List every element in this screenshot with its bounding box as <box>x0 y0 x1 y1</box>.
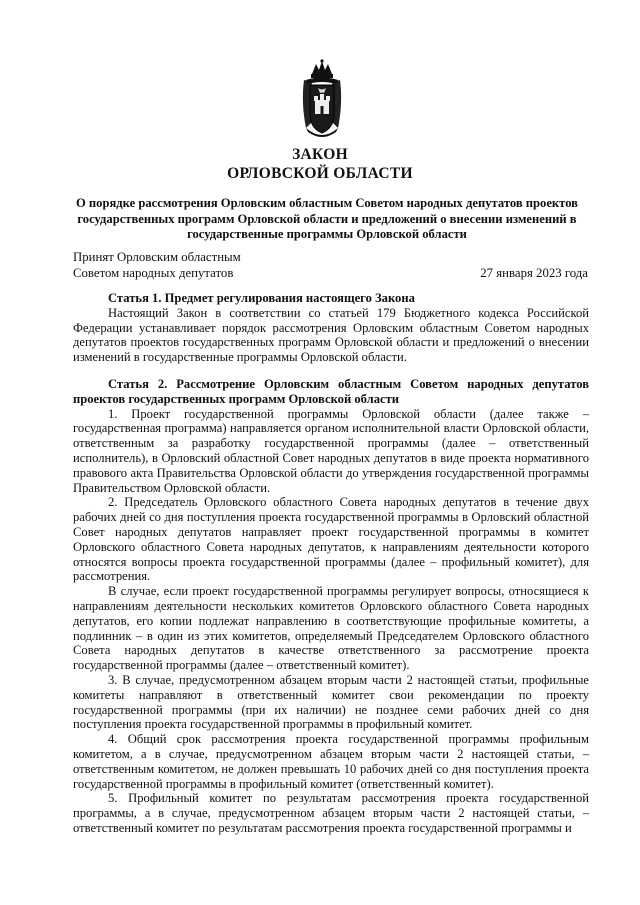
article-2-paragraph-1: 1. Проект государственной программы Орловской области (далее также – государственная программа) направляется органом исполнительной власти Орловской области, ответственным за разработку государственной программы (далее – ответственный исполнитель), в Орловский областной Совет народных депутатов в виде проекта нормативного правового акта Правительства Орловской области до утверждения государственной программы Правительством Орловской области. <box>73 406 589 495</box>
article-2-paragraph-4: 3. В случае, предусмотренном абзацем вторым части 2 настоящей статьи, профильные комитеты направляют в ответственный комитет свои рекомендации по проекту государственной программы (при их наличии) не позднее семи рабочих дней со дня поступления проекта государственной программы в профильный комитет. <box>73 672 589 732</box>
law-body <box>73 291 589 836</box>
article-2-heading: Статья 2. Рассмотрение Орловским областным Советом народных депутатов проектов государственных программ Орловской области <box>73 376 589 406</box>
law-title-line-2: ОРЛОВСКОЙ ОБЛАСТИ <box>227 165 413 182</box>
article-2-paragraph-5: 4. Общий срок рассмотрения проекта государственной программы профильным комитетом, а в случае, предусмотренном абзацем вторым части 2 настоящей статьи, – ответственным комитетом, не должен превышать 10 рабочих дней со дня поступления проекта государственной программы в профильный комитет (ответственный комитет). <box>73 732 589 791</box>
adoption-line-2: Советом народных депутатов <box>73 266 234 280</box>
adoption-note <box>73 249 241 281</box>
adoption-date: 27 января 2023 года <box>480 266 588 280</box>
law-title-line-1: ЗАКОН <box>292 146 348 163</box>
article-2-paragraph-3: В случае, если проект государственной программы регулирует вопросы, относящиеся к направлениям деятельности нескольких комитетов Орловского областного Совета народных депутатов, его копии подлежат направлению в соответствующие профильные комитеты, а подлинник – в один из этих комитетов, определяемый Председателем Орловского областного Совета народных депутатов в качестве ответственного за рассмотрение проекта государственной программы (далее – ответственный комитет). <box>73 584 589 673</box>
adoption-line-1: Принят Орловским областным <box>73 250 241 264</box>
article-1-paragraph: Настоящий Закон в соответствии со статьей 179 Бюджетного кодекса Российской Федерации устанавливает порядок рассмотрения Орловским областным Советом народных депутатов проектов государственных программ Орловской области и предложений о внесении изменений в государственные программы Орловской области. <box>73 305 589 365</box>
article-2-paragraph-2: 2. Председатель Орловского областного Совета народных депутатов в течение двух рабочих дней со дня поступления проекта государственной программы в Орловский областной Совет народных депутатов направляет проект государственной программы в комитет Орловского областного Совета народных депутатов, к направлениям деятельности которого относятся вопросы проекта государственной программы (далее – профильный комитет), для рассмотрения. <box>73 495 589 584</box>
law-subtitle: О порядке рассмотрения Орловским областным Советом народных депутатов проектов государственных программ Орловской области и предложений о внесении изменений в государственные программы Орловской области <box>75 196 578 241</box>
article-1-heading: Статья 1. Предмет регулирования настоящего Закона <box>108 291 415 305</box>
article-2-paragraph-6: 5. Профильный комитет по результатам рассмотрения проекта государственной программы, а в случае, предусмотренном абзацем вторым части 2 настоящей статьи, – ответственный комитет по результатам рассмотрения проекта государственной программы и <box>73 791 589 835</box>
coat-of-arms-emblem <box>298 58 346 142</box>
